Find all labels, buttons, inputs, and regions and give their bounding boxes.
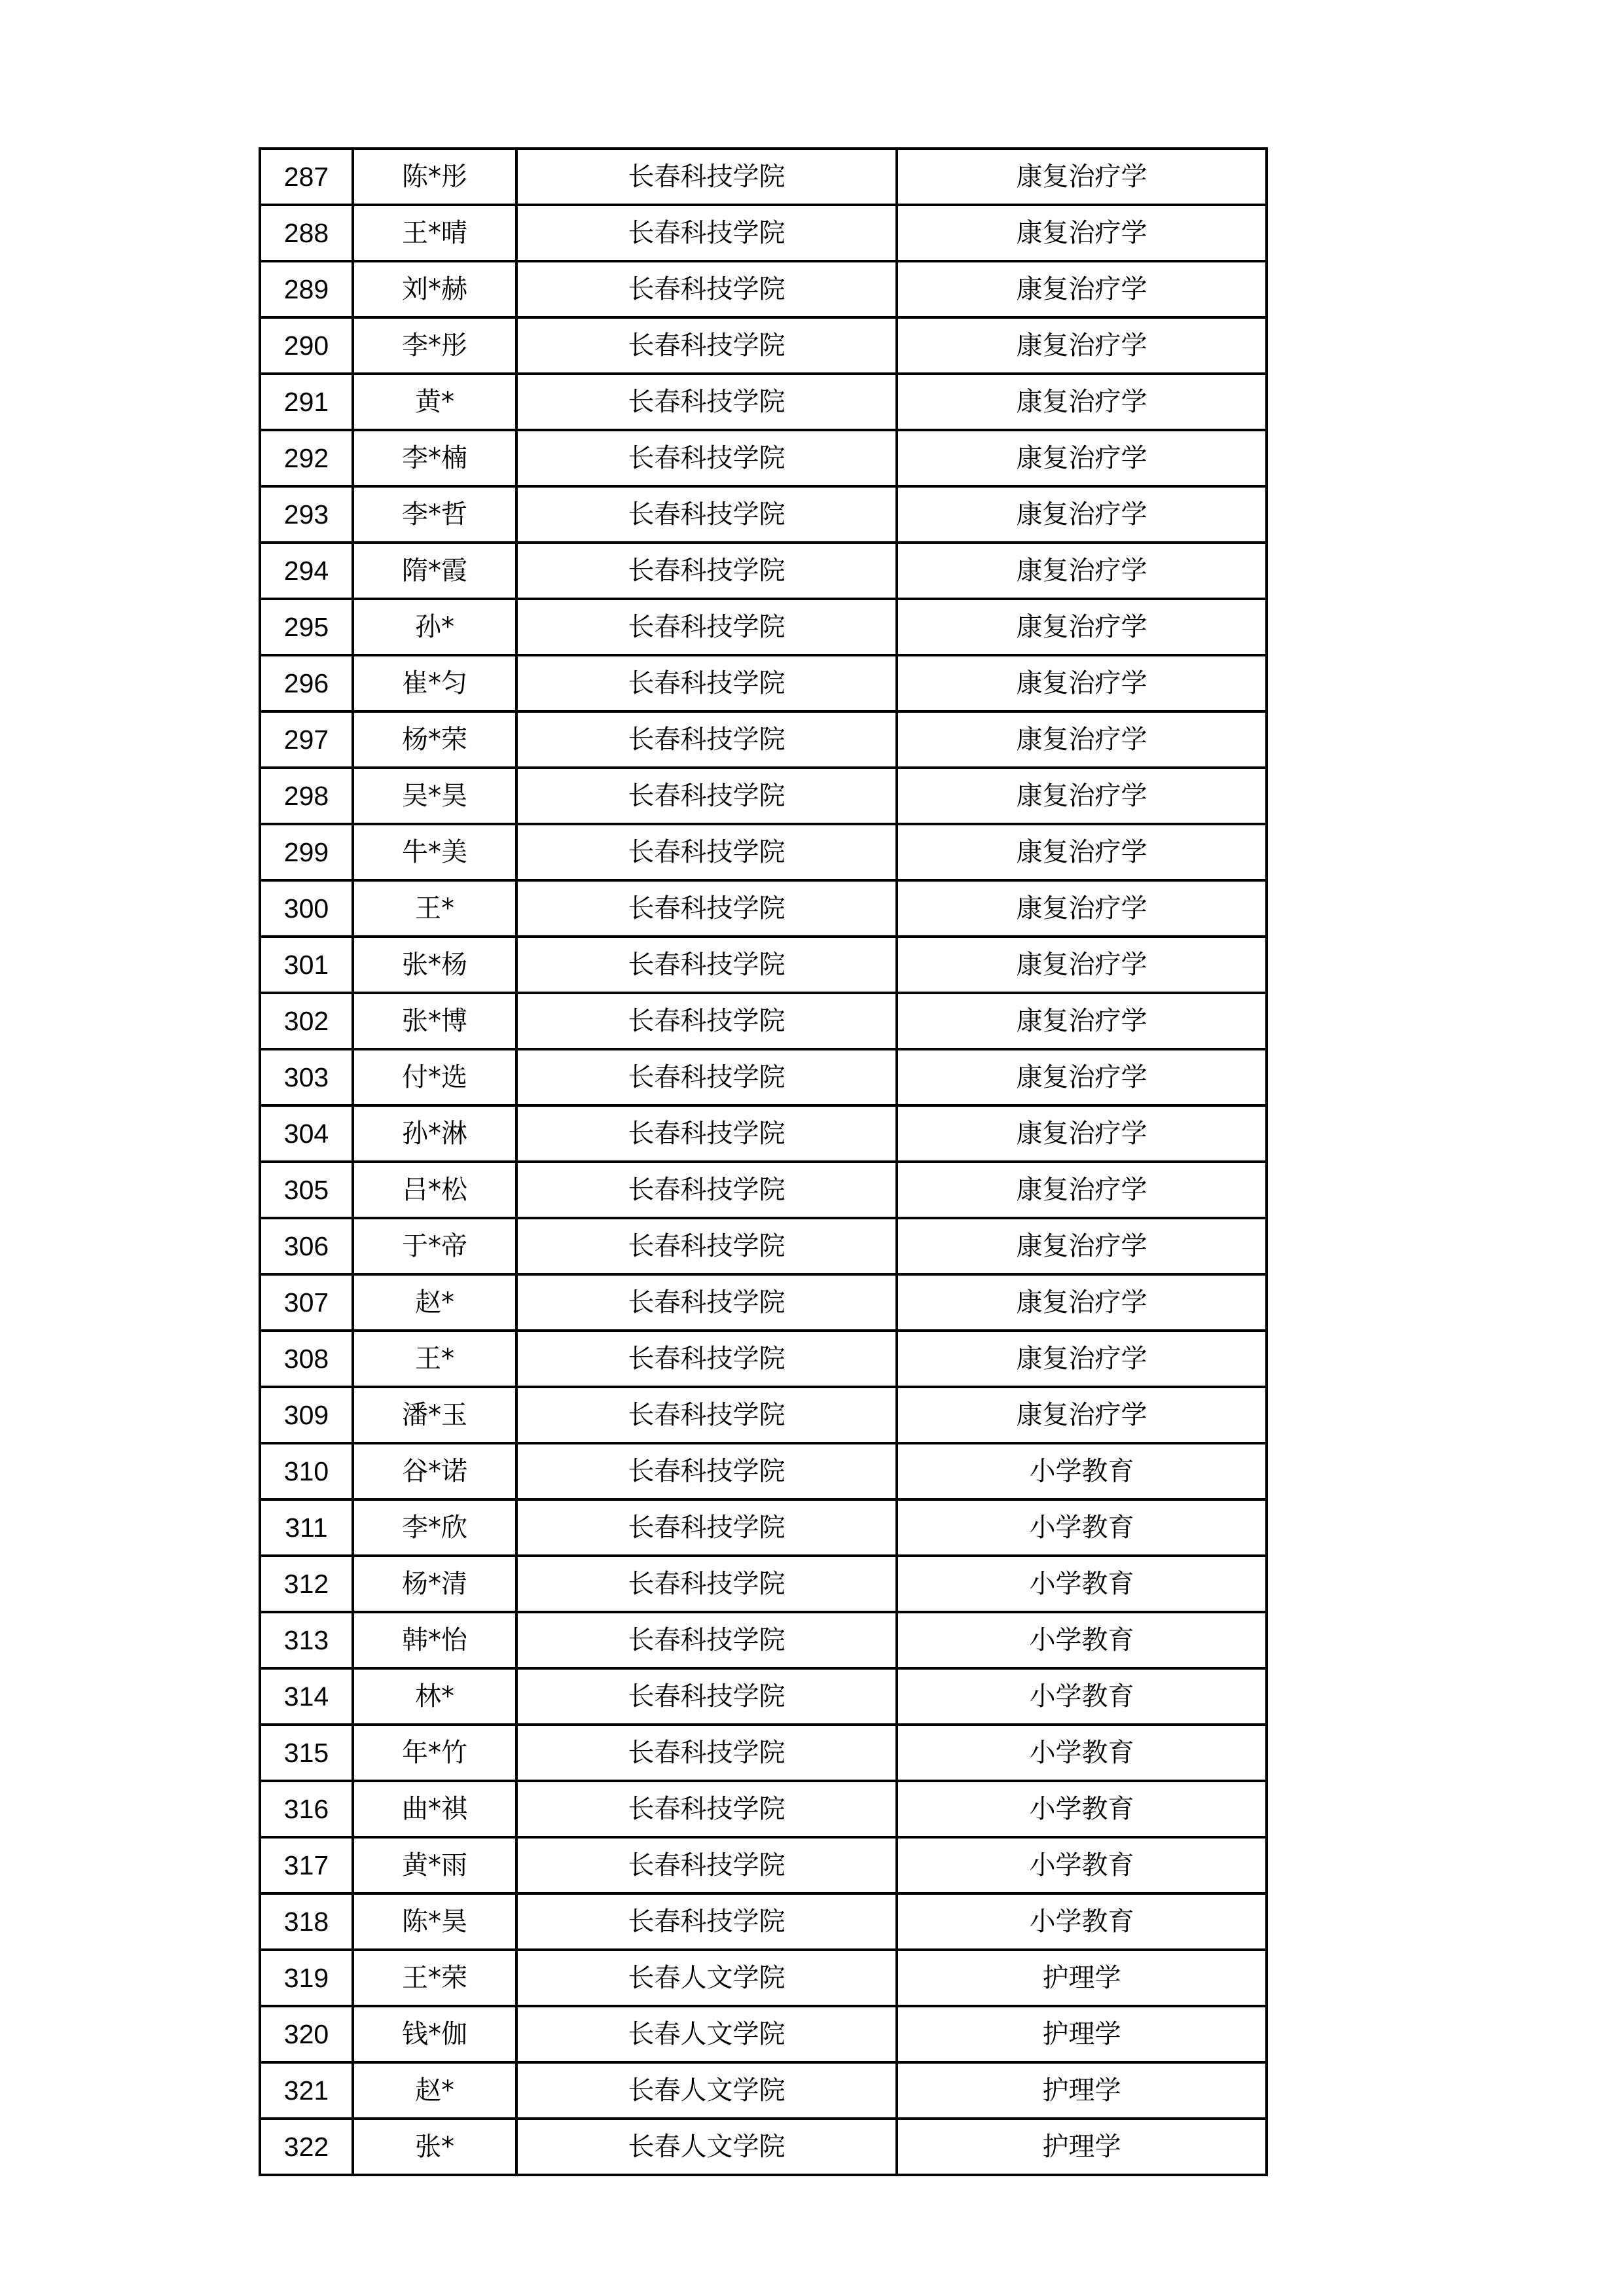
major-cell: 小学教育 — [897, 1781, 1267, 1837]
row-number-cell: 306 — [260, 1218, 353, 1274]
table-row — [260, 1725, 1267, 1781]
school-cell: 长春人文学院 — [516, 2119, 897, 2175]
school-cell: 长春科技学院 — [516, 1893, 897, 1950]
school-cell: 长春科技学院 — [516, 1781, 897, 1837]
roster-table-body — [260, 149, 1267, 2175]
table-row — [260, 824, 1267, 880]
major-cell: 康复治疗学 — [897, 261, 1267, 317]
major-cell: 小学教育 — [897, 1837, 1267, 1893]
major-cell: 小学教育 — [897, 1499, 1267, 1556]
row-number-cell: 298 — [260, 768, 353, 824]
table-row — [260, 486, 1267, 543]
row-number-cell: 320 — [260, 2006, 353, 2062]
row-number-cell: 316 — [260, 1781, 353, 1837]
student-name-cell: 潘*玉 — [353, 1387, 516, 1443]
student-name-cell: 杨*荣 — [353, 711, 516, 768]
major-cell: 小学教育 — [897, 1612, 1267, 1668]
row-number-cell: 288 — [260, 205, 353, 261]
major-cell: 康复治疗学 — [897, 205, 1267, 261]
table-row — [260, 599, 1267, 655]
row-number-cell: 312 — [260, 1556, 353, 1612]
table-row — [260, 430, 1267, 486]
school-cell: 长春科技学院 — [516, 1499, 897, 1556]
school-cell: 长春科技学院 — [516, 149, 897, 205]
major-cell: 康复治疗学 — [897, 317, 1267, 374]
table-row — [260, 1331, 1267, 1387]
major-cell: 小学教育 — [897, 1443, 1267, 1499]
major-cell: 康复治疗学 — [897, 1274, 1267, 1331]
table-row — [260, 374, 1267, 430]
student-name-cell: 王* — [353, 880, 516, 937]
school-cell: 长春科技学院 — [516, 1274, 897, 1331]
row-number-cell: 308 — [260, 1331, 353, 1387]
student-name-cell: 张*杨 — [353, 937, 516, 993]
major-cell: 康复治疗学 — [897, 1049, 1267, 1105]
student-name-cell: 王*晴 — [353, 205, 516, 261]
student-name-cell: 张* — [353, 2119, 516, 2175]
row-number-cell: 309 — [260, 1387, 353, 1443]
student-name-cell: 赵* — [353, 2062, 516, 2119]
major-cell: 康复治疗学 — [897, 430, 1267, 486]
major-cell: 康复治疗学 — [897, 599, 1267, 655]
student-name-cell: 孙* — [353, 599, 516, 655]
table-row — [260, 1049, 1267, 1105]
school-cell: 长春科技学院 — [516, 374, 897, 430]
student-name-cell: 王*荣 — [353, 1950, 516, 2006]
row-number-cell: 291 — [260, 374, 353, 430]
school-cell: 长春科技学院 — [516, 711, 897, 768]
school-cell: 长春科技学院 — [516, 1556, 897, 1612]
row-number-cell: 303 — [260, 1049, 353, 1105]
major-cell: 小学教育 — [897, 1668, 1267, 1725]
major-cell: 康复治疗学 — [897, 655, 1267, 711]
student-name-cell: 谷*诺 — [353, 1443, 516, 1499]
school-cell: 长春科技学院 — [516, 486, 897, 543]
table-row — [260, 1443, 1267, 1499]
student-name-cell: 林* — [353, 1668, 516, 1725]
school-cell: 长春科技学院 — [516, 317, 897, 374]
student-name-cell: 李*欣 — [353, 1499, 516, 1556]
row-number-cell: 307 — [260, 1274, 353, 1331]
major-cell: 康复治疗学 — [897, 1218, 1267, 1274]
row-number-cell: 292 — [260, 430, 353, 486]
table-row — [260, 2119, 1267, 2175]
table-row — [260, 1162, 1267, 1218]
student-name-cell: 黄*雨 — [353, 1837, 516, 1893]
row-number-cell: 305 — [260, 1162, 353, 1218]
table-row — [260, 261, 1267, 317]
table-row — [260, 1950, 1267, 2006]
school-cell: 长春科技学院 — [516, 430, 897, 486]
school-cell: 长春科技学院 — [516, 1105, 897, 1162]
student-name-cell: 张*博 — [353, 993, 516, 1049]
row-number-cell: 311 — [260, 1499, 353, 1556]
school-cell: 长春科技学院 — [516, 824, 897, 880]
major-cell: 小学教育 — [897, 1725, 1267, 1781]
row-number-cell: 295 — [260, 599, 353, 655]
major-cell: 康复治疗学 — [897, 937, 1267, 993]
major-cell: 康复治疗学 — [897, 711, 1267, 768]
school-cell: 长春科技学院 — [516, 1668, 897, 1725]
school-cell: 长春科技学院 — [516, 1331, 897, 1387]
school-cell: 长春科技学院 — [516, 1837, 897, 1893]
table-row — [260, 1105, 1267, 1162]
row-number-cell: 318 — [260, 1893, 353, 1950]
student-name-cell: 孙*淋 — [353, 1105, 516, 1162]
school-cell: 长春科技学院 — [516, 1218, 897, 1274]
school-cell: 长春科技学院 — [516, 205, 897, 261]
table-row — [260, 543, 1267, 599]
table-row — [260, 768, 1267, 824]
table-row — [260, 1781, 1267, 1837]
row-number-cell: 322 — [260, 2119, 353, 2175]
school-cell: 长春科技学院 — [516, 543, 897, 599]
school-cell: 长春人文学院 — [516, 2062, 897, 2119]
table-row — [260, 1612, 1267, 1668]
row-number-cell: 304 — [260, 1105, 353, 1162]
school-cell: 长春科技学院 — [516, 261, 897, 317]
row-number-cell: 300 — [260, 880, 353, 937]
school-cell: 长春科技学院 — [516, 880, 897, 937]
roster-table — [259, 147, 1268, 2176]
student-name-cell: 付*选 — [353, 1049, 516, 1105]
student-name-cell: 李*哲 — [353, 486, 516, 543]
table-row — [260, 937, 1267, 993]
school-cell: 长春科技学院 — [516, 599, 897, 655]
table-row — [260, 993, 1267, 1049]
student-name-cell: 韩*怡 — [353, 1612, 516, 1668]
major-cell: 护理学 — [897, 2006, 1267, 2062]
table-row — [260, 1387, 1267, 1443]
student-name-cell: 崔*匀 — [353, 655, 516, 711]
row-number-cell: 299 — [260, 824, 353, 880]
school-cell: 长春科技学院 — [516, 768, 897, 824]
student-name-cell: 杨*清 — [353, 1556, 516, 1612]
student-name-cell: 曲*祺 — [353, 1781, 516, 1837]
student-name-cell: 于*帝 — [353, 1218, 516, 1274]
table-row — [260, 149, 1267, 205]
major-cell: 小学教育 — [897, 1893, 1267, 1950]
major-cell: 康复治疗学 — [897, 1162, 1267, 1218]
major-cell: 康复治疗学 — [897, 1331, 1267, 1387]
student-name-cell: 钱*伽 — [353, 2006, 516, 2062]
table-row — [260, 880, 1267, 937]
school-cell: 长春科技学院 — [516, 655, 897, 711]
school-cell: 长春人文学院 — [516, 2006, 897, 2062]
student-name-cell: 刘*赫 — [353, 261, 516, 317]
major-cell: 护理学 — [897, 1950, 1267, 2006]
major-cell: 康复治疗学 — [897, 1387, 1267, 1443]
major-cell: 康复治疗学 — [897, 768, 1267, 824]
row-number-cell: 313 — [260, 1612, 353, 1668]
table-row — [260, 1274, 1267, 1331]
row-number-cell: 319 — [260, 1950, 353, 2006]
student-name-cell: 牛*美 — [353, 824, 516, 880]
student-name-cell: 吴*昊 — [353, 768, 516, 824]
student-name-cell: 陈*彤 — [353, 149, 516, 205]
major-cell: 康复治疗学 — [897, 993, 1267, 1049]
school-cell: 长春科技学院 — [516, 1443, 897, 1499]
student-name-cell: 李*楠 — [353, 430, 516, 486]
row-number-cell: 315 — [260, 1725, 353, 1781]
row-number-cell: 296 — [260, 655, 353, 711]
student-name-cell: 陈*昊 — [353, 1893, 516, 1950]
student-name-cell: 王* — [353, 1331, 516, 1387]
major-cell: 护理学 — [897, 2119, 1267, 2175]
major-cell: 康复治疗学 — [897, 374, 1267, 430]
row-number-cell: 290 — [260, 317, 353, 374]
row-number-cell: 289 — [260, 261, 353, 317]
student-name-cell: 隋*霞 — [353, 543, 516, 599]
row-number-cell: 321 — [260, 2062, 353, 2119]
table-row — [260, 2006, 1267, 2062]
table-row — [260, 1893, 1267, 1950]
student-name-cell: 赵* — [353, 1274, 516, 1331]
major-cell: 康复治疗学 — [897, 824, 1267, 880]
major-cell: 康复治疗学 — [897, 149, 1267, 205]
table-row — [260, 1837, 1267, 1893]
school-cell: 长春科技学院 — [516, 1725, 897, 1781]
table-row — [260, 655, 1267, 711]
table-row — [260, 2062, 1267, 2119]
major-cell: 小学教育 — [897, 1556, 1267, 1612]
student-name-cell: 吕*松 — [353, 1162, 516, 1218]
student-name-cell: 黄* — [353, 374, 516, 430]
table-row — [260, 1556, 1267, 1612]
major-cell: 康复治疗学 — [897, 880, 1267, 937]
school-cell: 长春科技学院 — [516, 1049, 897, 1105]
major-cell: 康复治疗学 — [897, 486, 1267, 543]
school-cell: 长春科技学院 — [516, 1612, 897, 1668]
table-row — [260, 711, 1267, 768]
table-row — [260, 1668, 1267, 1725]
major-cell: 康复治疗学 — [897, 543, 1267, 599]
row-number-cell: 310 — [260, 1443, 353, 1499]
major-cell: 护理学 — [897, 2062, 1267, 2119]
row-number-cell: 317 — [260, 1837, 353, 1893]
school-cell: 长春科技学院 — [516, 1387, 897, 1443]
table-row — [260, 317, 1267, 374]
table-row — [260, 205, 1267, 261]
major-cell: 康复治疗学 — [897, 1105, 1267, 1162]
row-number-cell: 294 — [260, 543, 353, 599]
school-cell: 长春人文学院 — [516, 1950, 897, 2006]
table-row — [260, 1218, 1267, 1274]
student-name-cell: 李*彤 — [353, 317, 516, 374]
row-number-cell: 314 — [260, 1668, 353, 1725]
school-cell: 长春科技学院 — [516, 1162, 897, 1218]
student-name-cell: 年*竹 — [353, 1725, 516, 1781]
row-number-cell: 302 — [260, 993, 353, 1049]
school-cell: 长春科技学院 — [516, 937, 897, 993]
table-row — [260, 1499, 1267, 1556]
row-number-cell: 297 — [260, 711, 353, 768]
row-number-cell: 293 — [260, 486, 353, 543]
school-cell: 长春科技学院 — [516, 993, 897, 1049]
row-number-cell: 301 — [260, 937, 353, 993]
row-number-cell: 287 — [260, 149, 353, 205]
